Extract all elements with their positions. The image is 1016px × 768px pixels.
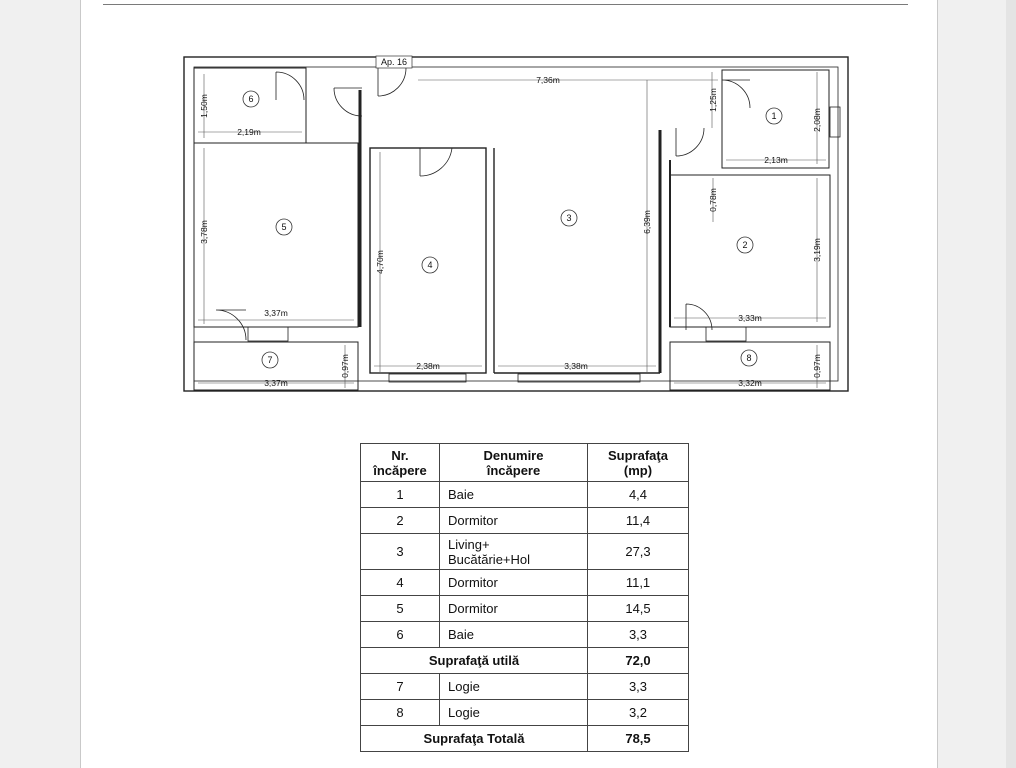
row-name-line2: Bucătărie+Hol xyxy=(448,551,531,567)
table-row xyxy=(361,482,689,508)
row-nr: 6 xyxy=(361,622,440,648)
row-name: Logie xyxy=(440,674,588,700)
dim-label-6-39: 6,39m xyxy=(642,210,652,234)
header-name xyxy=(440,444,588,482)
table-row xyxy=(361,596,689,622)
header-name-line1: Denumire xyxy=(483,447,544,463)
dim-label-7-36: 7,36m xyxy=(536,75,560,85)
row-nr: 7 xyxy=(361,674,440,700)
room-marker-1: 1 xyxy=(771,111,777,121)
room-marker-5: 5 xyxy=(281,222,287,232)
room-marker-6: 6 xyxy=(248,94,254,104)
total-area-row xyxy=(361,726,689,752)
row-name: Baie xyxy=(440,622,588,648)
useful-area-value: 72,0 xyxy=(588,648,689,674)
row-area: 14,5 xyxy=(588,596,689,622)
row-name: Dormitor xyxy=(440,596,588,622)
row-nr: 1 xyxy=(361,482,440,508)
row-area: 3,2 xyxy=(588,700,689,726)
rooms-area-table xyxy=(360,443,689,752)
table-row xyxy=(361,674,689,700)
dim-label-3-78: 3,78m xyxy=(199,220,209,244)
table-row xyxy=(361,534,689,570)
header-nr-line2: încăpere xyxy=(373,462,427,478)
dim-label-0-97-left: 0,97m xyxy=(340,354,350,378)
row-name: Dormitor xyxy=(440,508,588,534)
row-area: 11,4 xyxy=(588,508,689,534)
room-marker-4: 4 xyxy=(427,260,433,270)
row-nr: 4 xyxy=(361,570,440,596)
total-area-label: Suprafaţa Totală xyxy=(361,726,588,752)
dim-label-2-38: 2,38m xyxy=(416,361,440,371)
row-name-line1: Living+ xyxy=(448,536,490,552)
row-nr: 3 xyxy=(361,534,440,570)
dim-label-3-32: 3,32m xyxy=(738,378,762,388)
dim-label-0-78: 0,78m xyxy=(708,188,718,212)
dim-label-0-97-right: 0,97m xyxy=(812,354,822,378)
header-nr-line1: Nr. xyxy=(391,447,409,463)
table-row xyxy=(361,508,689,534)
dim-label-2-13: 2,13m xyxy=(764,155,788,165)
row-nr: 2 xyxy=(361,508,440,534)
apartment-label: Ap. 16 xyxy=(380,57,408,67)
room-marker-2: 2 xyxy=(742,240,748,250)
room-marker-8: 8 xyxy=(746,353,752,363)
table-header-row xyxy=(361,444,689,482)
header-area-line2: (mp) xyxy=(623,462,653,478)
useful-area-label: Suprafaţă utilă xyxy=(361,648,588,674)
header-nr xyxy=(361,444,440,482)
total-area-value: 78,5 xyxy=(588,726,689,752)
vent-1 xyxy=(830,107,840,137)
row-area: 27,3 xyxy=(588,534,689,570)
header-area-line1: Suprafaţa xyxy=(608,447,668,463)
row-area: 3,3 xyxy=(588,622,689,648)
dim-label-1-50: 1,50m xyxy=(199,94,209,118)
room-marker-7: 7 xyxy=(267,355,273,365)
dim-label-2-19: 2,19m xyxy=(237,127,261,137)
room-5-outline xyxy=(194,143,358,327)
row-area: 3,3 xyxy=(588,674,689,700)
row-name xyxy=(440,534,588,570)
row-area: 4,4 xyxy=(588,482,689,508)
room-marker-3: 3 xyxy=(566,213,572,223)
row-name: Dormitor xyxy=(440,570,588,596)
row-name: Logie xyxy=(440,700,588,726)
row-name: Baie xyxy=(440,482,588,508)
header-area xyxy=(588,444,689,482)
header-name-line2: încăpere xyxy=(486,462,541,478)
dim-label-3-19: 3,19m xyxy=(812,238,822,262)
row-nr: 5 xyxy=(361,596,440,622)
table-row xyxy=(361,700,689,726)
dim-label-3-33: 3,33m xyxy=(738,313,762,323)
row-area: 11,1 xyxy=(588,570,689,596)
dim-label-3-37-top: 3,37m xyxy=(264,308,288,318)
table-row xyxy=(361,570,689,596)
row-nr: 8 xyxy=(361,700,440,726)
dim-label-2-08: 2,08m xyxy=(812,108,822,132)
table-row xyxy=(361,622,689,648)
dim-label-3-37-bottom: 3,37m xyxy=(264,378,288,388)
dim-label-1-25: 1,25m xyxy=(708,88,718,112)
useful-area-row xyxy=(361,648,689,674)
dim-label-3-38: 3,38m xyxy=(564,361,588,371)
dim-label-4-70: 4,70m xyxy=(375,250,385,274)
room-markers xyxy=(243,91,782,368)
